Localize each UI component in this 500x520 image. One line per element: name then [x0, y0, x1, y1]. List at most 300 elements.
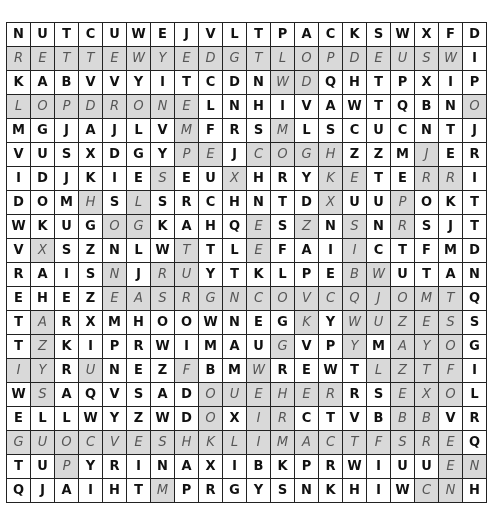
grid-cell[interactable]: T [367, 71, 391, 95]
grid-cell[interactable]: J [103, 119, 127, 143]
grid-cell[interactable]: V [103, 71, 127, 95]
grid-cell[interactable]: V [439, 407, 463, 431]
grid-cell[interactable]: T [79, 47, 103, 71]
grid-cell[interactable]: H [463, 479, 487, 503]
grid-cell[interactable]: C [415, 479, 439, 503]
grid-cell[interactable]: E [175, 167, 199, 191]
grid-cell[interactable]: A [127, 287, 151, 311]
grid-cell[interactable]: Q [463, 431, 487, 455]
grid-cell[interactable]: Z [391, 311, 415, 335]
grid-cell[interactable]: E [319, 263, 343, 287]
grid-cell[interactable]: B [415, 95, 439, 119]
grid-cell[interactable]: Y [79, 455, 103, 479]
grid-cell[interactable]: M [55, 191, 79, 215]
grid-cell[interactable]: E [127, 167, 151, 191]
grid-cell[interactable]: N [295, 479, 319, 503]
grid-cell[interactable]: F [439, 23, 463, 47]
grid-cell[interactable]: W [271, 71, 295, 95]
grid-cell[interactable]: S [343, 215, 367, 239]
grid-cell[interactable]: D [31, 167, 55, 191]
grid-cell[interactable]: F [415, 239, 439, 263]
grid-cell[interactable]: O [271, 143, 295, 167]
grid-cell[interactable]: S [367, 23, 391, 47]
grid-cell[interactable]: R [439, 167, 463, 191]
grid-cell[interactable]: O [151, 311, 175, 335]
grid-cell[interactable]: E [247, 311, 271, 335]
grid-cell[interactable]: J [55, 167, 79, 191]
grid-cell[interactable]: A [439, 263, 463, 287]
grid-cell[interactable]: K [343, 23, 367, 47]
grid-cell[interactable]: S [55, 239, 79, 263]
grid-cell[interactable]: O [103, 215, 127, 239]
grid-cell[interactable]: K [247, 263, 271, 287]
grid-cell[interactable]: P [175, 143, 199, 167]
grid-cell[interactable]: W [367, 263, 391, 287]
grid-cell[interactable]: A [223, 335, 247, 359]
grid-cell[interactable]: R [151, 263, 175, 287]
grid-cell[interactable]: O [439, 383, 463, 407]
grid-cell[interactable]: K [295, 311, 319, 335]
grid-cell[interactable]: E [391, 383, 415, 407]
grid-cell[interactable]: I [7, 167, 31, 191]
grid-cell[interactable]: Q [79, 383, 103, 407]
grid-cell[interactable]: O [199, 383, 223, 407]
grid-cell[interactable]: Z [343, 143, 367, 167]
grid-cell[interactable]: Q [391, 95, 415, 119]
grid-cell[interactable]: Y [127, 71, 151, 95]
grid-cell[interactable]: J [55, 119, 79, 143]
grid-cell[interactable]: P [295, 263, 319, 287]
grid-cell[interactable]: W [79, 407, 103, 431]
grid-cell[interactable]: T [7, 455, 31, 479]
grid-cell[interactable]: L [31, 407, 55, 431]
grid-cell[interactable]: G [79, 215, 103, 239]
grid-cell[interactable]: N [463, 263, 487, 287]
grid-cell[interactable]: M [271, 431, 295, 455]
grid-cell[interactable]: I [343, 239, 367, 263]
grid-cell[interactable]: T [415, 263, 439, 287]
grid-cell[interactable]: U [415, 455, 439, 479]
grid-cell[interactable]: D [343, 47, 367, 71]
grid-cell[interactable]: I [223, 455, 247, 479]
grid-cell[interactable]: L [55, 407, 79, 431]
grid-cell[interactable]: S [319, 119, 343, 143]
grid-cell[interactable]: E [7, 287, 31, 311]
grid-cell[interactable]: T [319, 407, 343, 431]
grid-cell[interactable]: N [223, 95, 247, 119]
grid-cell[interactable]: V [295, 287, 319, 311]
grid-cell[interactable]: I [55, 263, 79, 287]
grid-cell[interactable]: I [79, 479, 103, 503]
grid-cell[interactable]: L [223, 23, 247, 47]
grid-cell[interactable]: H [223, 191, 247, 215]
grid-cell[interactable]: X [199, 455, 223, 479]
grid-cell[interactable]: P [103, 335, 127, 359]
grid-cell[interactable]: R [391, 215, 415, 239]
grid-cell[interactable]: E [31, 47, 55, 71]
grid-cell[interactable]: E [439, 143, 463, 167]
grid-cell[interactable]: U [367, 311, 391, 335]
grid-cell[interactable]: T [7, 335, 31, 359]
grid-cell[interactable]: W [151, 335, 175, 359]
grid-cell[interactable]: X [31, 239, 55, 263]
grid-cell[interactable]: V [7, 143, 31, 167]
grid-cell[interactable]: L [367, 359, 391, 383]
grid-cell[interactable]: A [31, 71, 55, 95]
grid-cell[interactable]: X [223, 407, 247, 431]
grid-cell[interactable]: R [415, 431, 439, 455]
grid-cell[interactable]: M [7, 119, 31, 143]
grid-cell[interactable]: Z [31, 335, 55, 359]
grid-cell[interactable]: J [367, 287, 391, 311]
grid-cell[interactable]: S [271, 215, 295, 239]
grid-cell[interactable]: W [7, 383, 31, 407]
grid-cell[interactable]: E [127, 359, 151, 383]
grid-cell[interactable]: C [343, 119, 367, 143]
grid-cell[interactable]: R [463, 143, 487, 167]
grid-cell[interactable]: K [55, 335, 79, 359]
grid-cell[interactable]: V [103, 431, 127, 455]
grid-cell[interactable]: H [247, 167, 271, 191]
grid-cell[interactable]: R [343, 383, 367, 407]
grid-cell[interactable]: K [319, 167, 343, 191]
grid-cell[interactable]: B [415, 407, 439, 431]
grid-cell[interactable]: P [271, 23, 295, 47]
grid-cell[interactable]: I [319, 239, 343, 263]
grid-cell[interactable]: H [319, 143, 343, 167]
grid-cell[interactable]: H [199, 215, 223, 239]
grid-cell[interactable]: K [79, 167, 103, 191]
grid-cell[interactable]: R [127, 335, 151, 359]
grid-cell[interactable]: S [415, 215, 439, 239]
grid-cell[interactable]: O [295, 47, 319, 71]
grid-cell[interactable]: T [199, 239, 223, 263]
grid-cell[interactable]: U [103, 23, 127, 47]
grid-cell[interactable]: N [415, 119, 439, 143]
grid-cell[interactable]: L [223, 431, 247, 455]
grid-cell[interactable]: S [415, 47, 439, 71]
grid-cell[interactable]: W [391, 23, 415, 47]
grid-cell[interactable]: T [343, 431, 367, 455]
grid-cell[interactable]: V [103, 383, 127, 407]
grid-cell[interactable]: E [247, 239, 271, 263]
grid-cell[interactable]: Z [367, 143, 391, 167]
grid-cell[interactable]: X [79, 311, 103, 335]
grid-cell[interactable]: I [463, 167, 487, 191]
grid-cell[interactable]: N [463, 455, 487, 479]
grid-cell[interactable]: H [127, 311, 151, 335]
grid-cell[interactable]: Q [343, 287, 367, 311]
grid-cell[interactable]: O [199, 407, 223, 431]
grid-cell[interactable]: D [199, 47, 223, 71]
grid-cell[interactable]: E [7, 407, 31, 431]
grid-cell[interactable]: D [103, 143, 127, 167]
grid-cell[interactable]: Q [463, 287, 487, 311]
grid-cell[interactable]: E [439, 431, 463, 455]
grid-cell[interactable]: U [367, 119, 391, 143]
grid-cell[interactable]: P [55, 95, 79, 119]
grid-cell[interactable]: R [175, 287, 199, 311]
grid-cell[interactable]: Z [79, 287, 103, 311]
grid-cell[interactable]: V [343, 407, 367, 431]
grid-cell[interactable]: L [271, 47, 295, 71]
grid-cell[interactable]: C [247, 287, 271, 311]
grid-cell[interactable]: R [55, 311, 79, 335]
grid-cell[interactable]: M [199, 335, 223, 359]
grid-cell[interactable]: J [223, 143, 247, 167]
grid-cell[interactable]: X [79, 143, 103, 167]
grid-cell[interactable]: Y [295, 167, 319, 191]
grid-cell[interactable]: J [463, 119, 487, 143]
grid-cell[interactable]: L [271, 263, 295, 287]
grid-cell[interactable]: D [175, 383, 199, 407]
grid-cell[interactable]: G [127, 143, 151, 167]
grid-cell[interactable]: T [175, 239, 199, 263]
grid-cell[interactable]: F [271, 239, 295, 263]
grid-cell[interactable]: C [199, 71, 223, 95]
grid-cell[interactable]: F [367, 431, 391, 455]
grid-cell[interactable]: U [31, 143, 55, 167]
grid-cell[interactable]: S [151, 287, 175, 311]
grid-cell[interactable]: M [151, 479, 175, 503]
grid-cell[interactable]: X [415, 71, 439, 95]
grid-cell[interactable]: P [319, 47, 343, 71]
grid-cell[interactable]: H [31, 287, 55, 311]
grid-cell[interactable]: R [223, 119, 247, 143]
grid-cell[interactable]: I [247, 407, 271, 431]
grid-cell[interactable]: N [247, 71, 271, 95]
grid-cell[interactable]: A [55, 383, 79, 407]
grid-cell[interactable]: K [271, 455, 295, 479]
grid-cell[interactable]: T [367, 167, 391, 191]
grid-cell[interactable]: D [175, 407, 199, 431]
grid-cell[interactable]: D [463, 23, 487, 47]
grid-cell[interactable]: T [463, 215, 487, 239]
grid-cell[interactable]: T [127, 479, 151, 503]
grid-cell[interactable]: N [7, 23, 31, 47]
grid-cell[interactable]: J [127, 263, 151, 287]
grid-cell[interactable]: R [7, 263, 31, 287]
grid-cell[interactable]: A [391, 335, 415, 359]
grid-cell[interactable]: N [439, 95, 463, 119]
grid-cell[interactable]: B [199, 359, 223, 383]
grid-cell[interactable]: W [247, 359, 271, 383]
grid-cell[interactable]: T [391, 239, 415, 263]
grid-cell[interactable]: B [367, 407, 391, 431]
grid-cell[interactable]: Y [31, 359, 55, 383]
grid-cell[interactable]: E [103, 47, 127, 71]
grid-cell[interactable]: W [319, 359, 343, 383]
grid-cell[interactable]: E [295, 359, 319, 383]
grid-cell[interactable]: I [367, 455, 391, 479]
grid-cell[interactable]: O [31, 191, 55, 215]
grid-cell[interactable]: K [199, 431, 223, 455]
grid-cell[interactable]: R [103, 455, 127, 479]
grid-cell[interactable]: H [271, 383, 295, 407]
grid-cell[interactable]: T [55, 23, 79, 47]
grid-cell[interactable]: A [175, 215, 199, 239]
grid-cell[interactable]: W [391, 479, 415, 503]
grid-cell[interactable]: H [343, 479, 367, 503]
grid-cell[interactable]: M [367, 335, 391, 359]
grid-cell[interactable]: T [7, 311, 31, 335]
grid-cell[interactable]: E [439, 455, 463, 479]
grid-cell[interactable]: O [55, 431, 79, 455]
grid-cell[interactable]: X [223, 167, 247, 191]
grid-cell[interactable]: M [415, 287, 439, 311]
grid-cell[interactable]: L [463, 383, 487, 407]
grid-cell[interactable]: S [31, 383, 55, 407]
grid-cell[interactable]: U [391, 455, 415, 479]
grid-cell[interactable]: U [391, 47, 415, 71]
grid-cell[interactable]: D [295, 71, 319, 95]
grid-cell[interactable]: I [175, 335, 199, 359]
grid-cell[interactable]: K [31, 215, 55, 239]
grid-cell[interactable]: R [271, 407, 295, 431]
grid-cell[interactable]: N [103, 263, 127, 287]
grid-cell[interactable]: Y [319, 311, 343, 335]
grid-cell[interactable]: T [439, 119, 463, 143]
grid-cell[interactable]: I [151, 71, 175, 95]
grid-cell[interactable]: N [103, 239, 127, 263]
grid-cell[interactable]: T [175, 71, 199, 95]
grid-cell[interactable]: N [439, 479, 463, 503]
grid-cell[interactable]: S [55, 143, 79, 167]
grid-cell[interactable]: D [79, 95, 103, 119]
grid-cell[interactable]: Y [151, 47, 175, 71]
grid-cell[interactable]: U [199, 167, 223, 191]
grid-cell[interactable]: L [127, 119, 151, 143]
grid-cell[interactable]: I [247, 431, 271, 455]
grid-cell[interactable]: M [391, 143, 415, 167]
grid-cell[interactable]: S [247, 119, 271, 143]
grid-cell[interactable]: A [55, 479, 79, 503]
grid-cell[interactable]: L [223, 239, 247, 263]
grid-cell[interactable]: Q [319, 71, 343, 95]
grid-cell[interactable]: L [295, 119, 319, 143]
grid-cell[interactable]: A [151, 383, 175, 407]
grid-cell[interactable]: O [175, 311, 199, 335]
grid-cell[interactable]: U [175, 263, 199, 287]
grid-cell[interactable]: D [7, 191, 31, 215]
grid-cell[interactable]: C [79, 431, 103, 455]
grid-cell[interactable]: W [343, 95, 367, 119]
grid-cell[interactable]: O [127, 95, 151, 119]
grid-cell[interactable]: T [415, 359, 439, 383]
grid-cell[interactable]: B [343, 263, 367, 287]
grid-cell[interactable]: E [175, 47, 199, 71]
grid-cell[interactable]: V [151, 119, 175, 143]
grid-cell[interactable]: E [391, 167, 415, 191]
grid-cell[interactable]: K [319, 479, 343, 503]
grid-cell[interactable]: E [247, 383, 271, 407]
grid-cell[interactable]: U [79, 359, 103, 383]
grid-cell[interactable]: A [295, 431, 319, 455]
grid-cell[interactable]: Y [343, 335, 367, 359]
grid-cell[interactable]: G [223, 47, 247, 71]
grid-cell[interactable]: T [463, 191, 487, 215]
grid-cell[interactable]: T [343, 359, 367, 383]
grid-cell[interactable]: K [7, 71, 31, 95]
grid-cell[interactable]: P [175, 479, 199, 503]
grid-cell[interactable]: N [367, 215, 391, 239]
grid-cell[interactable]: W [199, 311, 223, 335]
grid-cell[interactable]: I [367, 479, 391, 503]
grid-cell[interactable]: A [31, 311, 55, 335]
grid-cell[interactable]: G [199, 287, 223, 311]
grid-cell[interactable]: R [199, 479, 223, 503]
grid-cell[interactable]: E [415, 311, 439, 335]
grid-cell[interactable]: S [79, 263, 103, 287]
grid-cell[interactable]: I [127, 455, 151, 479]
grid-cell[interactable]: D [223, 71, 247, 95]
grid-cell[interactable]: F [439, 359, 463, 383]
grid-cell[interactable]: R [7, 47, 31, 71]
grid-cell[interactable]: O [439, 335, 463, 359]
grid-cell[interactable]: P [319, 335, 343, 359]
grid-cell[interactable]: H [247, 95, 271, 119]
grid-cell[interactable]: T [247, 23, 271, 47]
grid-cell[interactable]: G [271, 335, 295, 359]
grid-cell[interactable]: C [391, 119, 415, 143]
grid-cell[interactable]: U [223, 383, 247, 407]
grid-cell[interactable]: C [367, 239, 391, 263]
grid-cell[interactable]: G [223, 479, 247, 503]
grid-cell[interactable]: Z [151, 359, 175, 383]
grid-cell[interactable]: V [79, 71, 103, 95]
grid-cell[interactable]: I [439, 71, 463, 95]
grid-cell[interactable]: P [295, 455, 319, 479]
grid-cell[interactable]: C [79, 23, 103, 47]
grid-cell[interactable]: W [127, 23, 151, 47]
grid-cell[interactable]: A [295, 239, 319, 263]
grid-cell[interactable]: A [319, 95, 343, 119]
grid-cell[interactable]: R [463, 407, 487, 431]
grid-cell[interactable]: I [7, 359, 31, 383]
grid-cell[interactable]: U [55, 215, 79, 239]
grid-cell[interactable]: U [367, 191, 391, 215]
grid-cell[interactable]: Y [415, 335, 439, 359]
grid-cell[interactable]: Y [199, 263, 223, 287]
grid-cell[interactable]: U [343, 191, 367, 215]
grid-cell[interactable]: S [271, 479, 295, 503]
grid-cell[interactable]: U [31, 455, 55, 479]
grid-cell[interactable]: H [79, 191, 103, 215]
grid-cell[interactable]: G [463, 335, 487, 359]
grid-cell[interactable]: C [199, 191, 223, 215]
grid-cell[interactable]: H [175, 431, 199, 455]
grid-cell[interactable]: S [439, 311, 463, 335]
grid-cell[interactable]: U [247, 335, 271, 359]
grid-cell[interactable]: K [151, 215, 175, 239]
grid-cell[interactable]: E [343, 167, 367, 191]
grid-cell[interactable]: W [439, 47, 463, 71]
grid-cell[interactable]: R [271, 167, 295, 191]
grid-cell[interactable]: W [7, 215, 31, 239]
grid-cell[interactable]: Z [295, 215, 319, 239]
grid-cell[interactable]: S [151, 167, 175, 191]
grid-cell[interactable]: R [103, 95, 127, 119]
grid-cell[interactable]: R [415, 167, 439, 191]
grid-cell[interactable]: F [199, 119, 223, 143]
grid-cell[interactable]: W [151, 407, 175, 431]
grid-cell[interactable]: W [127, 47, 151, 71]
grid-cell[interactable]: L [127, 239, 151, 263]
grid-cell[interactable]: J [415, 143, 439, 167]
grid-cell[interactable]: A [295, 23, 319, 47]
grid-cell[interactable]: N [151, 95, 175, 119]
grid-cell[interactable]: N [151, 455, 175, 479]
